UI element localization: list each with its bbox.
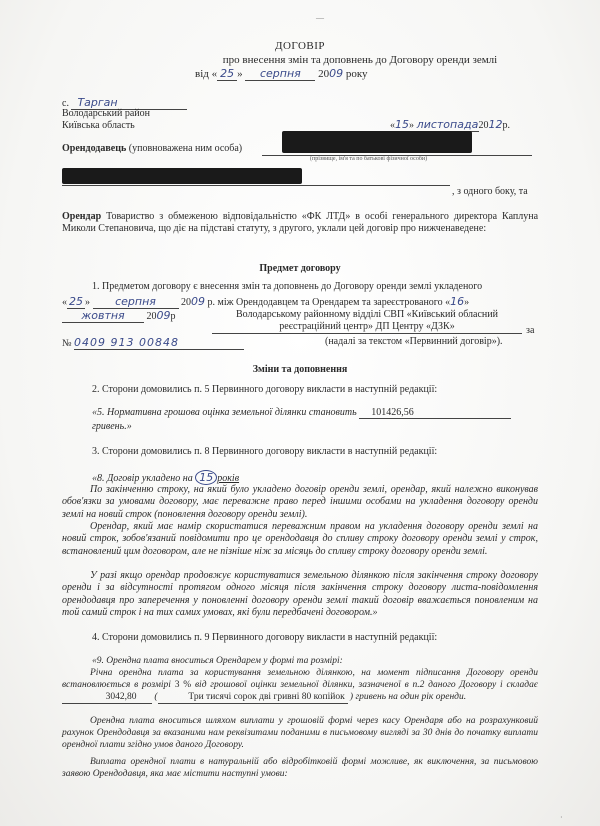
signing-date-month: листопада [416,118,479,131]
signing-date-quote: « [390,120,395,131]
p4-body-2: Орендна плата вноситься шляхом виплати у грошовій формі через касу Орендаря або на розрахунковий рахунок Орендодавця за вказаними нам реквізитами поданими в письмовому вигляді за 30 днів до початку виплати орендної плати згідно умов даного Договору. [62,716,538,750]
signing-date-year-prefix: 20 [478,120,489,131]
p4-amount-words: Три тисячі сорок дві гривні 80 копійок [158,692,348,705]
p3-years: 15 [195,470,217,485]
p2-value: 101426,56 [359,407,511,419]
p1-text-c: р [170,311,176,322]
section-1-title: Предмет договору [259,263,341,274]
section-1-p1-dates: « 25 » серпня 2009 р. між Орендодавцем та Орендарем та зареєстрованого «16» [62,295,470,308]
p1-no: № [62,338,72,349]
p4-body-1: Річна орендна плата за користування земельною ділянкою, на момент підписання Договору оренди встановлюється в розмірі 3 % від грошової оцінки земельної ділянки, зазначеної в п.2 даного Договору і складає 3042,80 ( Три тисячі сорок дві гривні 80 копійок ) гривень на один рік оренди. [62,668,538,704]
district: Володарський район [62,108,150,119]
date-month: серпня [245,67,315,81]
lessor-note: (уповноважена ним особа) [128,143,243,154]
scan-mark-top: — [316,13,324,22]
date-sep: » [237,68,243,80]
signing-date-year-suffix: 12 [488,118,503,131]
p4-body-1b: від грошової оцінки земельної ділянки, зазначеної в п.2 даного Договору і складає [194,679,539,690]
p1-reg-year: 09 [156,309,171,322]
p2-intro: 2. Сторони домовились п. 5 Первинного договору викласти в наступній редакції: [92,384,438,395]
scan-mark-bottom: · [560,813,563,822]
p2-quote-text: «5. Нормативна грошова оцінка земельної ділянки становить [92,407,357,418]
p1-day: 25 [69,295,83,308]
signing-date-suffix: р. [502,120,510,131]
p1-number-line [62,336,244,350]
document-title: ДОГОВІР [274,40,326,52]
date-year-suffix: 09 [329,67,344,80]
redaction-lessor-details [62,168,302,184]
p1-year: 09 [191,295,205,308]
lessee-text: Товариство з обмеженою відповідальністю «ФК ЛТД» в особі генерального директора Каплуна Миколи Степановича, що діє на підставі статуту, з другого, уклали цей договір про нижченаведене: [62,211,539,235]
p3-body-1: По закінченню строку, на який було укладено договір оренди землі, орендар, який належно виконував обов'язки за умовами договору, має переважне право перед іншими особами на укладення договору оренди землі на новий строк (поновлення договору оренди землі). [62,484,538,520]
village-name: Тарган [71,96,187,110]
p3-quote [92,470,239,485]
p4-intro: 4. Сторони домовились п. 9 Первинного договору викласти в наступній редакції: [92,632,438,643]
date-prefix: від « [195,68,218,80]
p3-quote-text: «8. Договір укладено на [92,473,193,484]
document-date [195,67,368,81]
p4-body-1c: ) гривень на один рік оренди. [349,691,467,702]
date-suffix: року [345,68,368,80]
p1-month: серпня [93,295,179,309]
p1-registry-line [212,333,522,334]
p1-text-e: (надалі за текстом «Первинний договір»). [325,336,503,347]
date-day: 25 [217,67,237,81]
signing-date: «15» листопада2012р. [390,118,510,131]
lessor-details-line [62,185,450,186]
document-subtitle: про внесення змін та доповнень до Договору оренди землі [222,54,498,66]
p1-reg-day: 16 [450,295,465,308]
p1-reg-month: жовтня [62,309,144,323]
p4-amount: 3042,80 [62,692,152,705]
p1-text-b: р. між Орендодавцем та Орендарем та зареєстрованого « [207,297,451,308]
section-1-p1-reg [62,309,176,323]
lessee-paragraph [62,211,538,236]
p4-percent: 3 % [174,679,192,690]
lessor-end: , з одного боку, та [452,186,528,197]
lessee-label: Орендар [62,211,102,222]
p4-quote: «9. Орендна плата вноситься Орендарем у формі та розмірі: [92,656,343,666]
p1-za: за [526,325,535,336]
section-2-title: Зміни та доповнення [252,364,348,375]
p3-intro: 3. Сторони домовились п. 8 Первинного договору викласти в наступній редакції: [92,446,438,457]
redaction-lessor-name [282,131,472,153]
p2-end: гривень.» [92,421,132,432]
region: Київська область [62,120,135,131]
signing-date-day: 15 [395,118,409,131]
p3-years-word: років [217,473,240,484]
lessor-caption: (прізвище, ім'я та по батькові фізичної особи) [310,156,428,162]
p1-registry: Володарському районному відділі СВП «Київський обласний реєстраційний центр» ДП Центру «ДЗК» [236,309,498,333]
village-prefix: с. [62,98,69,109]
lessor-label: Орендодавець [62,143,127,154]
p3-body-3: У разі якщо орендар продовжує користуватися земельною ділянкою після закінчення строку договору оренди і за відсутності протягом одного місяця після закінчення строку договору листа-повідомлення орендодавця про заперечення у поновленні договору оренди землі такий договір вважається поновленим на той самий строк і на тих самих умовах, які були передбачені договором.» [62,570,538,618]
p1-number: 0409 913 00848 [74,336,244,350]
lessor-line [62,143,242,154]
p4-body-3: Виплата орендної плати в натуральній або відробітковій формі можливе, як виключення, за письмовою заявою Орендодавця, яка має містити наступні умови: [62,757,538,779]
p1-reg-year-prefix: 20 [146,311,157,322]
section-1-p1-a: 1. Предметом договору є внесення змін та доповнень до Договору оренди землі укладеного [92,281,483,292]
p3-body-2: Орендар, який має намір скористатися переважним правом на укладення договору оренди землі на новий строк, зобов'язаний повідомити про це орендодавця до спливу строку договору оренди землі у строк, встановлений цим договором, але не пізніше ніж за місяць до спливу строку договору оренди землі. [62,521,538,557]
p1-year-prefix: 20 [181,297,191,308]
p2-quote [92,407,511,419]
p4-body-1-text: Річна орендна плата за користування земельною ділянкою, на момент підписання Договору оренди встановлюється в розмірі [62,668,538,690]
date-year-prefix: 20 [318,68,330,80]
